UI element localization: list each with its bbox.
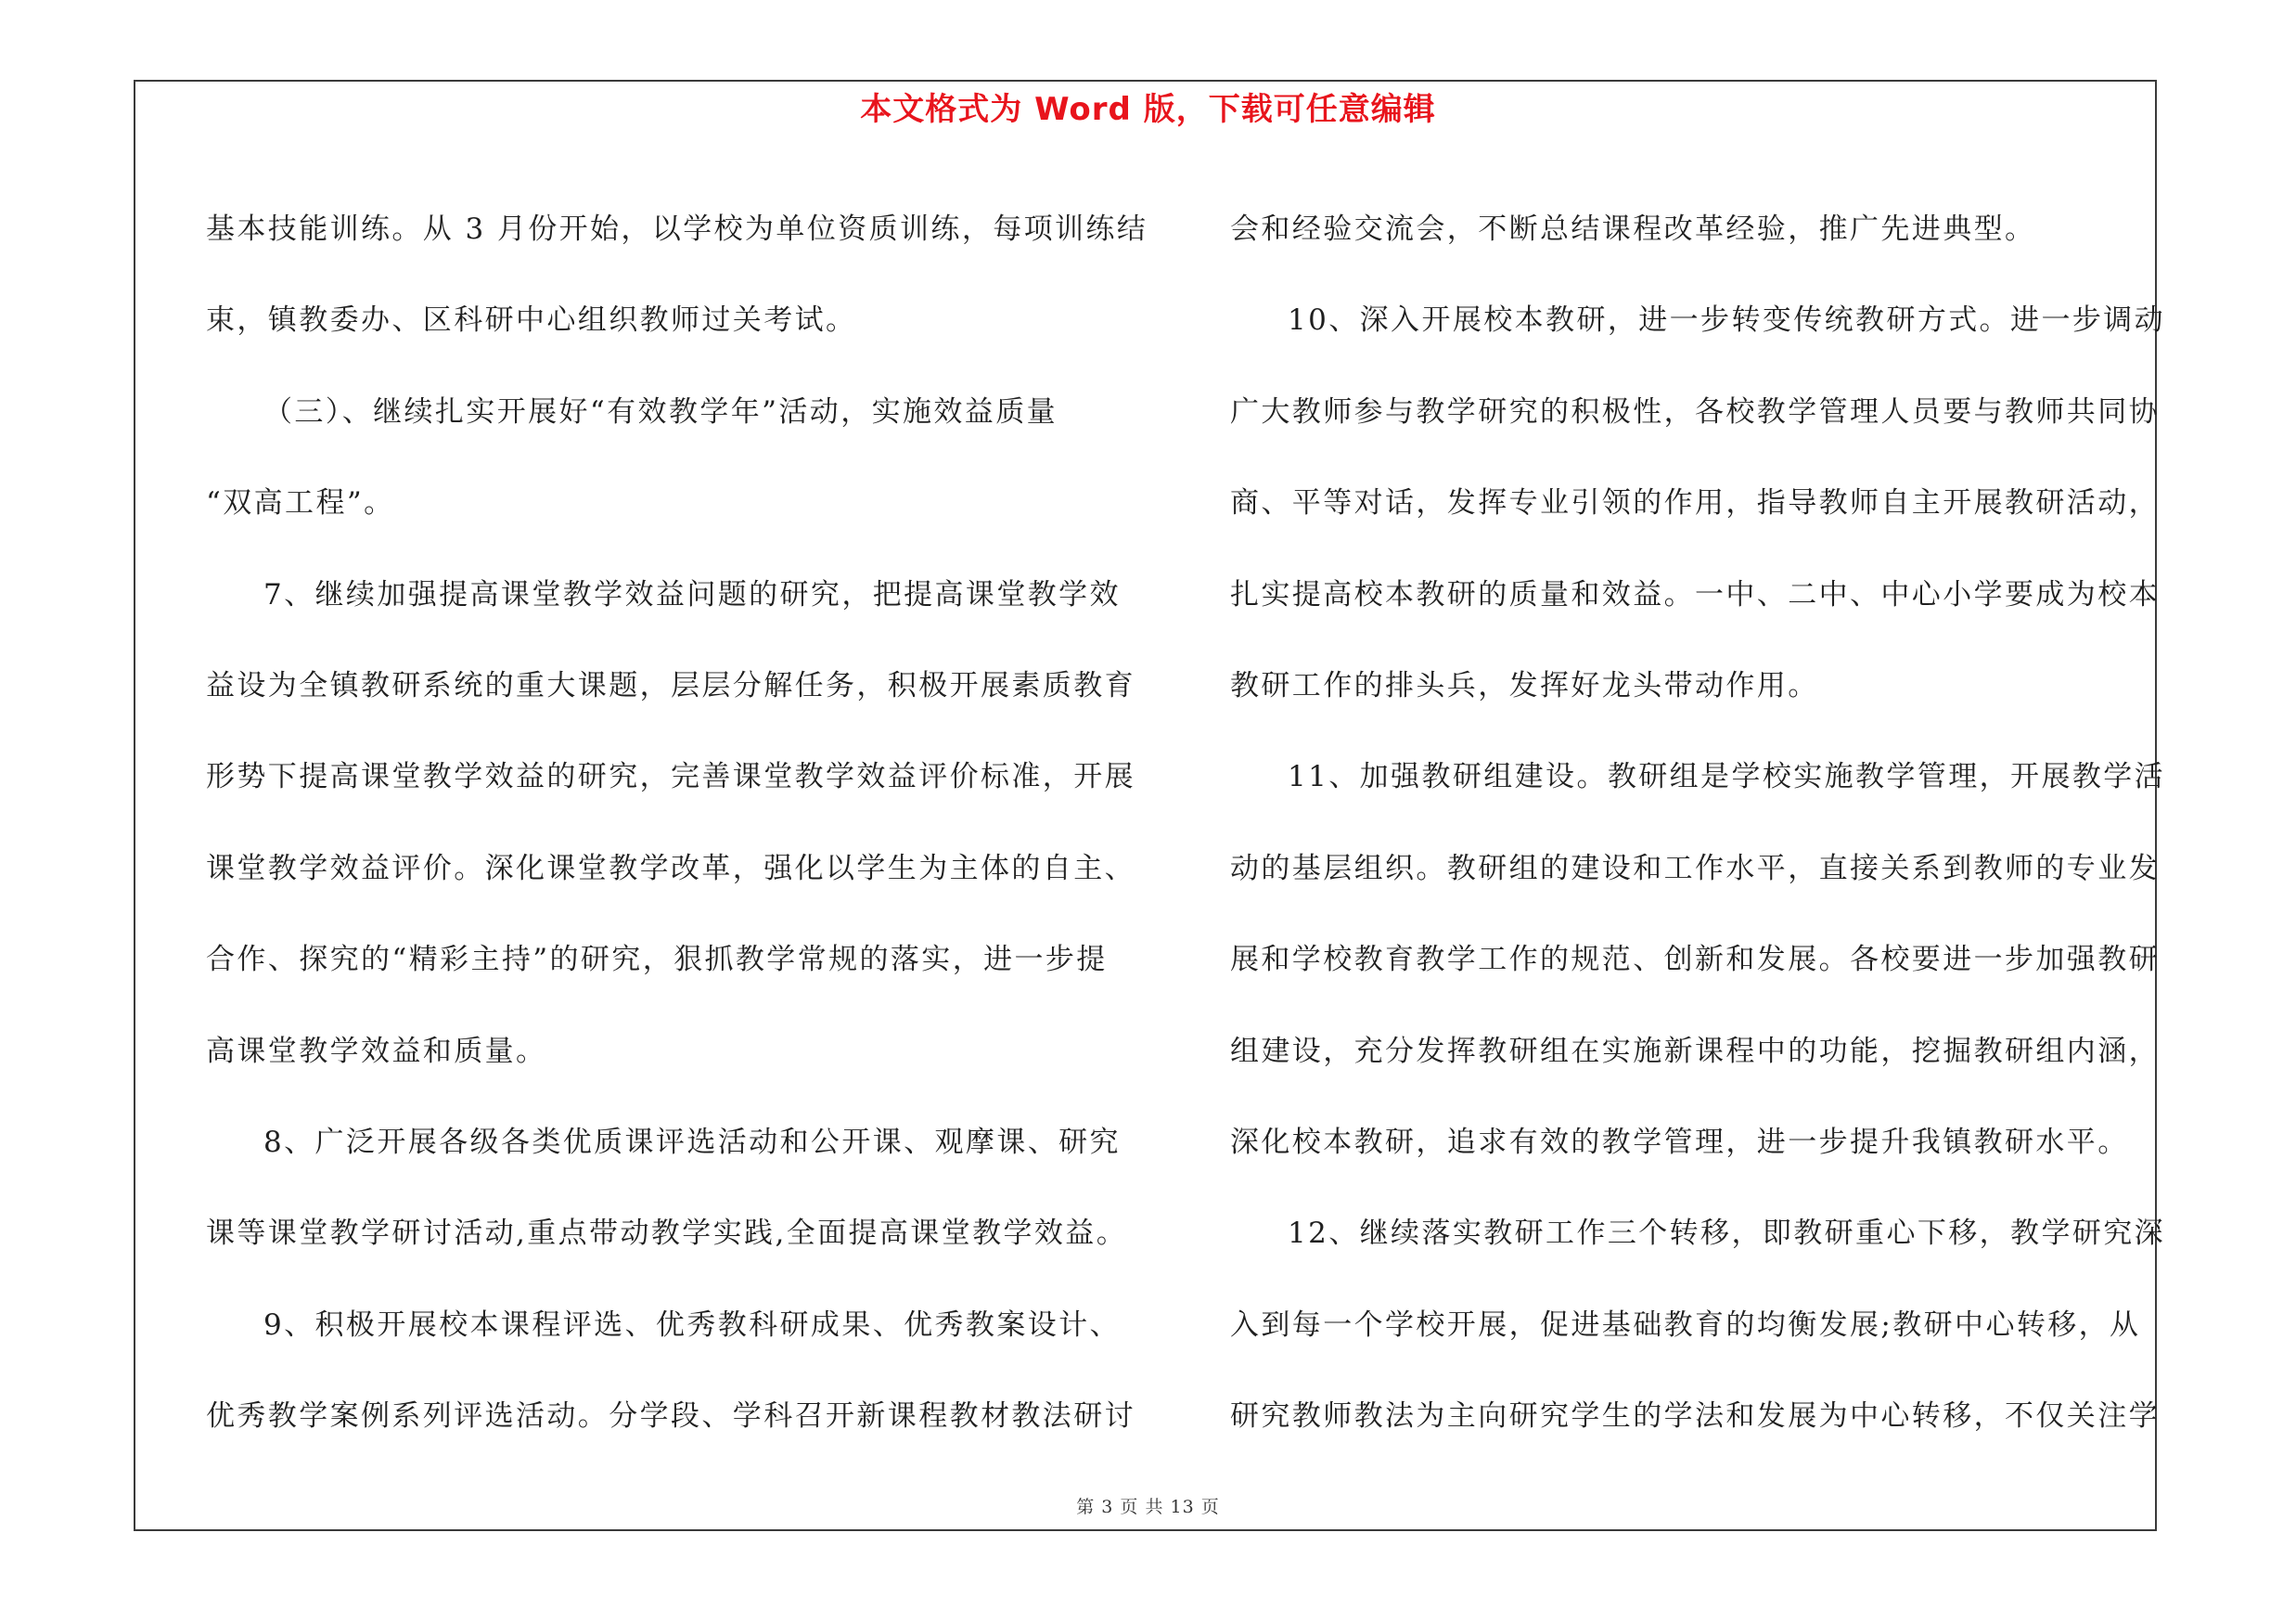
text-line: 课等课堂教学研讨活动,重点带动教学实践,全面提高课堂教学效益。 — [206, 1217, 1128, 1251]
text-line: 研究教师教法为主向研究学生的学法和发展为中心转移，不仅关注学 — [1230, 1399, 2160, 1434]
text-line: 入到每一个学校开展，促进基础教育的均衡发展;教研中心转移，从 — [1230, 1307, 2141, 1342]
text-line: （三）、继续扎实开展好“有效教学年”活动，实施效益质量 — [263, 394, 1058, 429]
text-line: 7、继续加强提高课堂教学效益问题的研究，把提高课堂教学效 — [263, 577, 1121, 612]
text-line: 商、平等对话，发挥专业引领的作用，指导教师自主开展教研活动， — [1230, 486, 2160, 521]
right-text-column — [1230, 184, 2166, 1462]
text-line: 9、积极开展校本课程评选、优秀教科研成果、优秀教案设计、 — [263, 1307, 1121, 1342]
page-number: 第 3 页 共 13 页 — [1076, 1497, 1220, 1517]
left-text-column — [206, 184, 1148, 1462]
text-line: 会和经验交流会，不断总结课程改革经验，推广先进典型。 — [1230, 213, 2036, 246]
text-line: 合作、探究的“精彩主持”的研究，狠抓教学常规的落实，进一步提 — [206, 943, 1108, 977]
text-line: 组建设，充分发挥教研组在实施新课程中的功能，挖掘教研组内涵， — [1230, 1034, 2160, 1068]
text-line: 教研工作的排头兵，发挥好龙头带动作用。 — [1230, 669, 1819, 703]
text-line: 11、加强教研组建设。教研组是学校实施教学管理，开展教学活 — [1288, 760, 2166, 794]
text-line: 形势下提高课堂教学效益的研究，完善课堂教学效益评价标准，开展 — [206, 760, 1135, 794]
text-line: 束，镇教委办、区科研中心组织教师过关考试。 — [206, 303, 857, 338]
text-line: 8、广泛开展各级各类优质课评选活动和公开课、观摩课、研究 — [263, 1126, 1121, 1160]
text-line: 高课堂教学效益和质量。 — [206, 1034, 547, 1068]
text-line: 课堂教学效益评价。深化课堂教学改革，强化以学生为主体的自主、 — [206, 851, 1135, 885]
text-line: 动的基层组织。教研组的建设和工作水平，直接关系到教师的专业发 — [1230, 851, 2160, 885]
text-line: 10、深入开展校本教研，进一步转变传统教研方式。进一步调动 — [1288, 303, 2166, 338]
text-line: “双高工程”。 — [206, 486, 395, 521]
document-banner: 本文格式为 Word 版，下载可任意编辑 — [860, 91, 1436, 128]
text-line: 广大教师参与教学研究的积极性，各校教学管理人员要与教师共同协 — [1230, 394, 2160, 429]
text-line: 深化校本教研，追求有效的教学管理，进一步提升我镇教研水平。 — [1230, 1126, 2129, 1160]
text-line: 扎实提高校本教研的质量和效益。一中、二中、中心小学要成为校本 — [1230, 577, 2160, 612]
text-line: 基本技能训练。从 3 月份开始，以学校为单位资质训练，每项训练结 — [206, 213, 1148, 246]
text-line: 益设为全镇教研系统的重大课题，层层分解任务，积极开展素质教育 — [206, 669, 1135, 703]
text-line: 12、继续落实教研工作三个转移，即教研重心下移，教学研究深 — [1288, 1217, 2166, 1251]
text-line: 展和学校教育教学工作的规范、创新和发展。各校要进一步加强教研 — [1230, 943, 2160, 977]
text-line: 优秀教学案例系列评选活动。分学段、学科召开新课程教材教法研讨 — [206, 1399, 1135, 1434]
